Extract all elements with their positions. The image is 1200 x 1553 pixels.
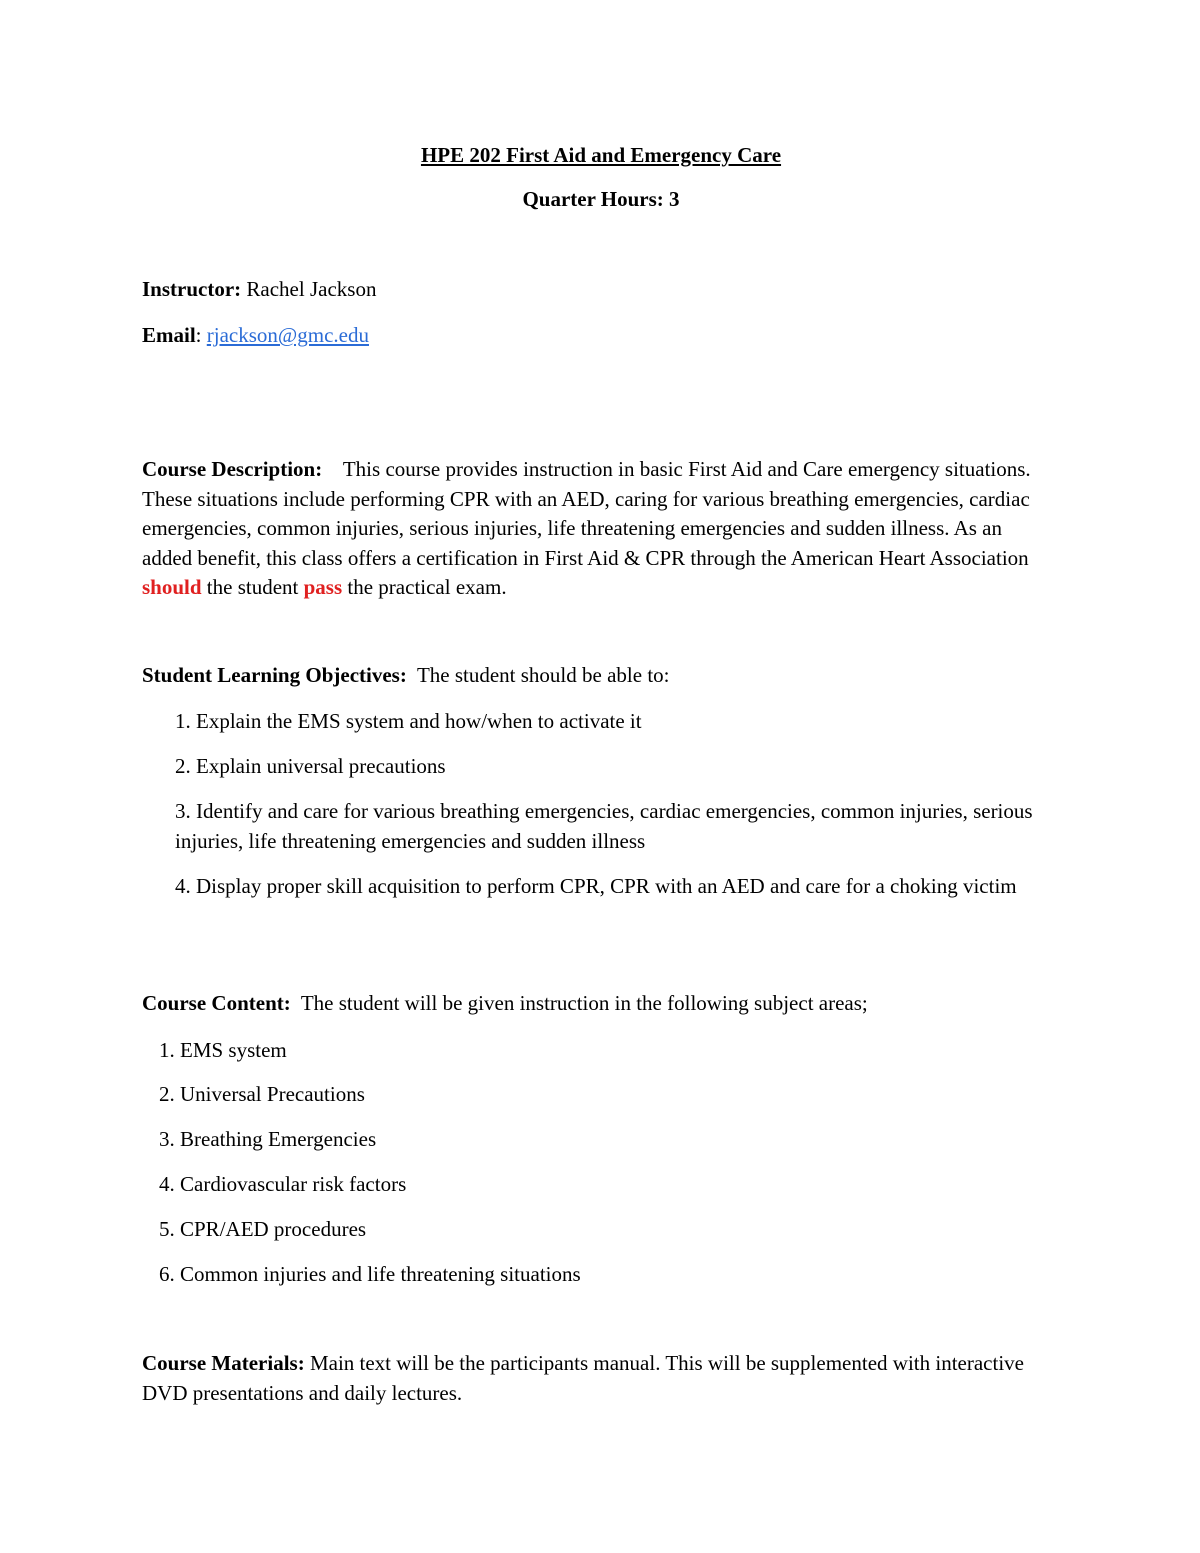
course-description — [142, 455, 1052, 603]
content-intro: The student will be given instruction in the following subject areas; — [300, 991, 868, 1015]
materials-text: Main text will be the participants manual. This will be supplemented with interactive DVD presentations and daily lectures. — [142, 1351, 1024, 1405]
email-line — [142, 323, 369, 348]
content-label: Course Content: — [142, 991, 291, 1015]
course-materials — [142, 1349, 1042, 1408]
content-item-5: 5. CPR/AED procedures — [159, 1217, 367, 1241]
emphasis-pass: pass — [303, 575, 343, 599]
quarter-hours: Quarter Hours: 3 — [522, 187, 680, 211]
objectives-intro: The student should be able to: — [416, 663, 670, 687]
content-item-4: 4. Cardiovascular risk factors — [159, 1172, 407, 1196]
content-item-1: 1. EMS system — [159, 1038, 287, 1062]
instructor-label: Instructor: — [142, 277, 242, 301]
content-item-6: 6. Common injuries and life threatening situations — [159, 1262, 581, 1286]
objective-item-4: 4. Display proper skill acquisition to perform CPR, CPR with an AED and care for a choking victim — [175, 874, 1017, 898]
description-text-1: This course provides instruction in basic First Aid and Care emergency situations. These situations include performing CPR with an AED, caring for various breathing emergencies, cardiac emergencies, common injuries, serious injuries, life threatening emergencies and sudden illness. As an added benefit, this class offers a certification in First Aid & CPR through the American Heart Association — [142, 457, 1031, 570]
objectives-heading — [142, 663, 670, 688]
objective-item-1: 1. Explain the EMS system and how/when to activate it — [175, 709, 642, 733]
instructor-name: Rachel Jackson — [246, 277, 377, 301]
instructor-line — [142, 277, 376, 302]
description-text-2: the student — [201, 575, 304, 599]
objective-item-3: 3. Identify and care for various breathing emergencies, cardiac emergencies, common injuries, serious injuries, life threatening emergencies and sudden illness — [175, 799, 1033, 853]
description-text-3: the practical exam. — [342, 575, 507, 599]
materials-label: Course Materials: — [142, 1351, 305, 1375]
content-item-3: 3. Breathing Emergencies — [159, 1127, 377, 1151]
objectives-label: Student Learning Objectives: — [142, 663, 407, 687]
email-label: Email — [142, 323, 196, 347]
email-colon: : — [195, 323, 202, 347]
emphasis-should: should — [142, 575, 202, 599]
course-title: HPE 202 First Aid and Emergency Care — [420, 143, 782, 167]
email-link[interactable]: rjackson@gmc.edu — [206, 323, 369, 347]
objective-item-2: 2. Explain universal precautions — [175, 754, 446, 778]
content-item-2: 2. Universal Precautions — [159, 1082, 365, 1106]
description-label: Course Description: — [142, 457, 323, 481]
content-heading — [142, 991, 868, 1016]
